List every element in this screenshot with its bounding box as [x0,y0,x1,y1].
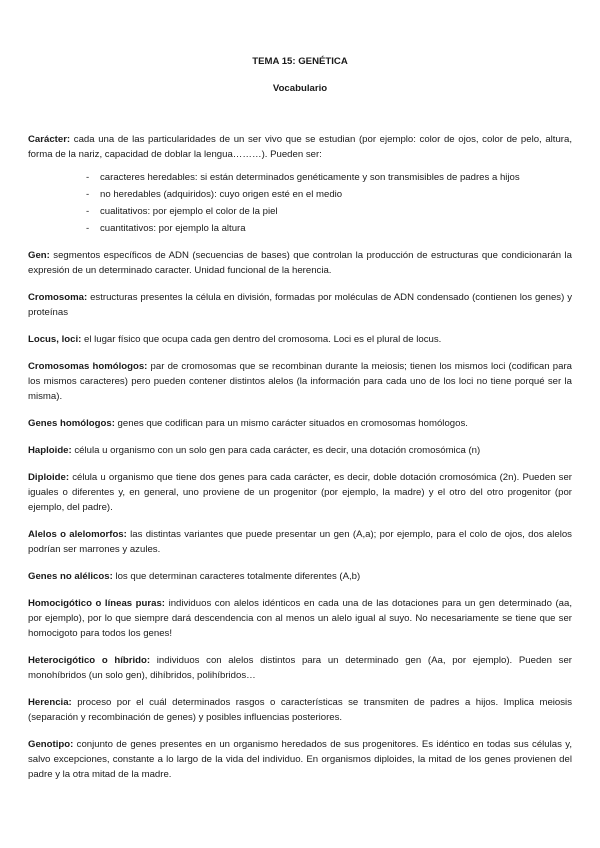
vocab-entry [28,332,572,347]
vocab-definition: conjunto de genes presentes en un organismo heredados de sus progenitores. Es idéntico en todas sus células y, salvo excepciones, constante a lo largo de la vida del individuo. En organismos diploides, la mitad de los genes provienen del padre y la otra mitad de la madre. [28,739,572,780]
vocab-term: Genes homólogos: [28,418,115,429]
vocab-definition: proceso por el cuál determinados rasgos o características se transmiten de padres a hijos. Implica meiosis (separación y recombinación de genes) y posibles influencias posteriores. [28,697,572,723]
vocab-entry [28,290,572,320]
vocab-definition: cada una de las particularidades de un ser vivo que se estudian (por ejemplo: color de ojos, color de pelo, altura, forma de la nariz, capacidad de doblar la lengua………). Pueden ser: [28,134,572,160]
vocab-definition: par de cromosomas que se recombinan durante la meiosis; tienen los mismos loci (codifican para los mismos caracteres) pero pueden contener distintos alelos (la información para cada uno de los loci no tiene porqué ser la misma). [28,361,572,402]
vocab-entry [28,248,572,278]
vocab-entry [28,416,572,431]
vocab-term: Cromosoma: [28,292,88,303]
vocab-entry [28,470,572,515]
page-title: TEMA 15: GENÉTICA [252,56,348,67]
vocab-entry [28,596,572,641]
vocab-term: Gen: [28,250,50,261]
vocab-definition: las distintas variantes que puede presentar un gen (A,a); por ejemplo, para el colo de ojos, dos alelos podrían ser marrones y azules. [28,529,572,555]
character-types-list [28,170,572,236]
vocab-entry [28,737,572,782]
vocab-definition: el lugar físico que ocupa cada gen dentro del cromosoma. Loci es el plural de locus. [81,334,442,345]
vocab-term: Homocigótico o líneas puras: [28,598,166,609]
vocab-definition: célula u organismo que tiene dos genes para cada carácter, es decir, doble dotación cromosómica (2n). Pueden ser iguales o diferentes y, en general, uno proviene de un progenitor (por ejemplo, la madre) y el otro del otro progenitor (por ejemplo, del padre). [28,472,572,513]
vocab-term: Heterocigótico o híbrido: [28,655,151,666]
vocab-entry [28,527,572,557]
vocab-definition: segmentos específicos de ADN (secuencias de bases) que controlan la producción de estructuras que condicionarán la expresión de un determinado caracter. Unidad funcional de la herencia. [28,250,572,276]
vocab-term: Haploide: [28,445,72,456]
vocab-definition: estructuras presentes la célula en división, formadas por moléculas de ADN condensado (contienen los genes) y proteínas [28,292,572,318]
list-item: - caracteres heredables: si están determinados genéticamente y son transmisibles de padres a hijos [86,170,572,185]
list-item: - cuantitativos: por ejemplo la altura [86,221,572,236]
page-subtitle: Vocabulario [272,83,328,94]
vocab-definition: individuos con alelos distintos para un determinado gen (Aa, por ejemplo). Pueden ser monohíbridos (un solo gen), dihíbridos, polihíbridos… [28,655,572,681]
vocab-term: Diploide: [28,472,70,483]
vocabulary-list [28,132,572,782]
vocab-definition: individuos con alelos idénticos en cada una de las dotaciones para un gen determinado (aa, por ejemplo), por lo que siempre dará descendencia con al menos un alelo igual al suyo. No necesariamente se tiene que ser homocigoto para todos los genes! [28,598,572,639]
vocab-entry [28,695,572,725]
vocab-entry [28,132,572,236]
vocab-definition: genes que codifican para un mismo carácter situados en cromosomas homólogos. [114,418,468,429]
vocab-term: Cromosomas homólogos: [28,361,148,372]
vocab-entry [28,569,572,584]
vocab-definition: célula u organismo con un solo gen para cada carácter, es decir, una dotación cromosómica (n) [71,445,481,456]
vocab-term: Herencia: [28,697,72,708]
vocab-term: Genes no alélicos: [28,571,113,582]
vocab-entry [28,443,572,458]
vocab-definition: los que determinan caracteres totalmente diferentes (A,b) [112,571,361,582]
vocab-term: Alelos o alelomorfos: [28,529,127,540]
vocab-term: Locus, loci: [28,334,82,345]
vocab-entry [28,359,572,404]
list-item: - cualitativos: por ejemplo el color de la piel [86,204,572,219]
vocab-entry [28,653,572,683]
vocab-term: Genotipo: [28,739,74,750]
vocab-term: Carácter: [28,134,71,145]
list-item: - no heredables (adquiridos): cuyo origen esté en el medio [86,187,572,202]
